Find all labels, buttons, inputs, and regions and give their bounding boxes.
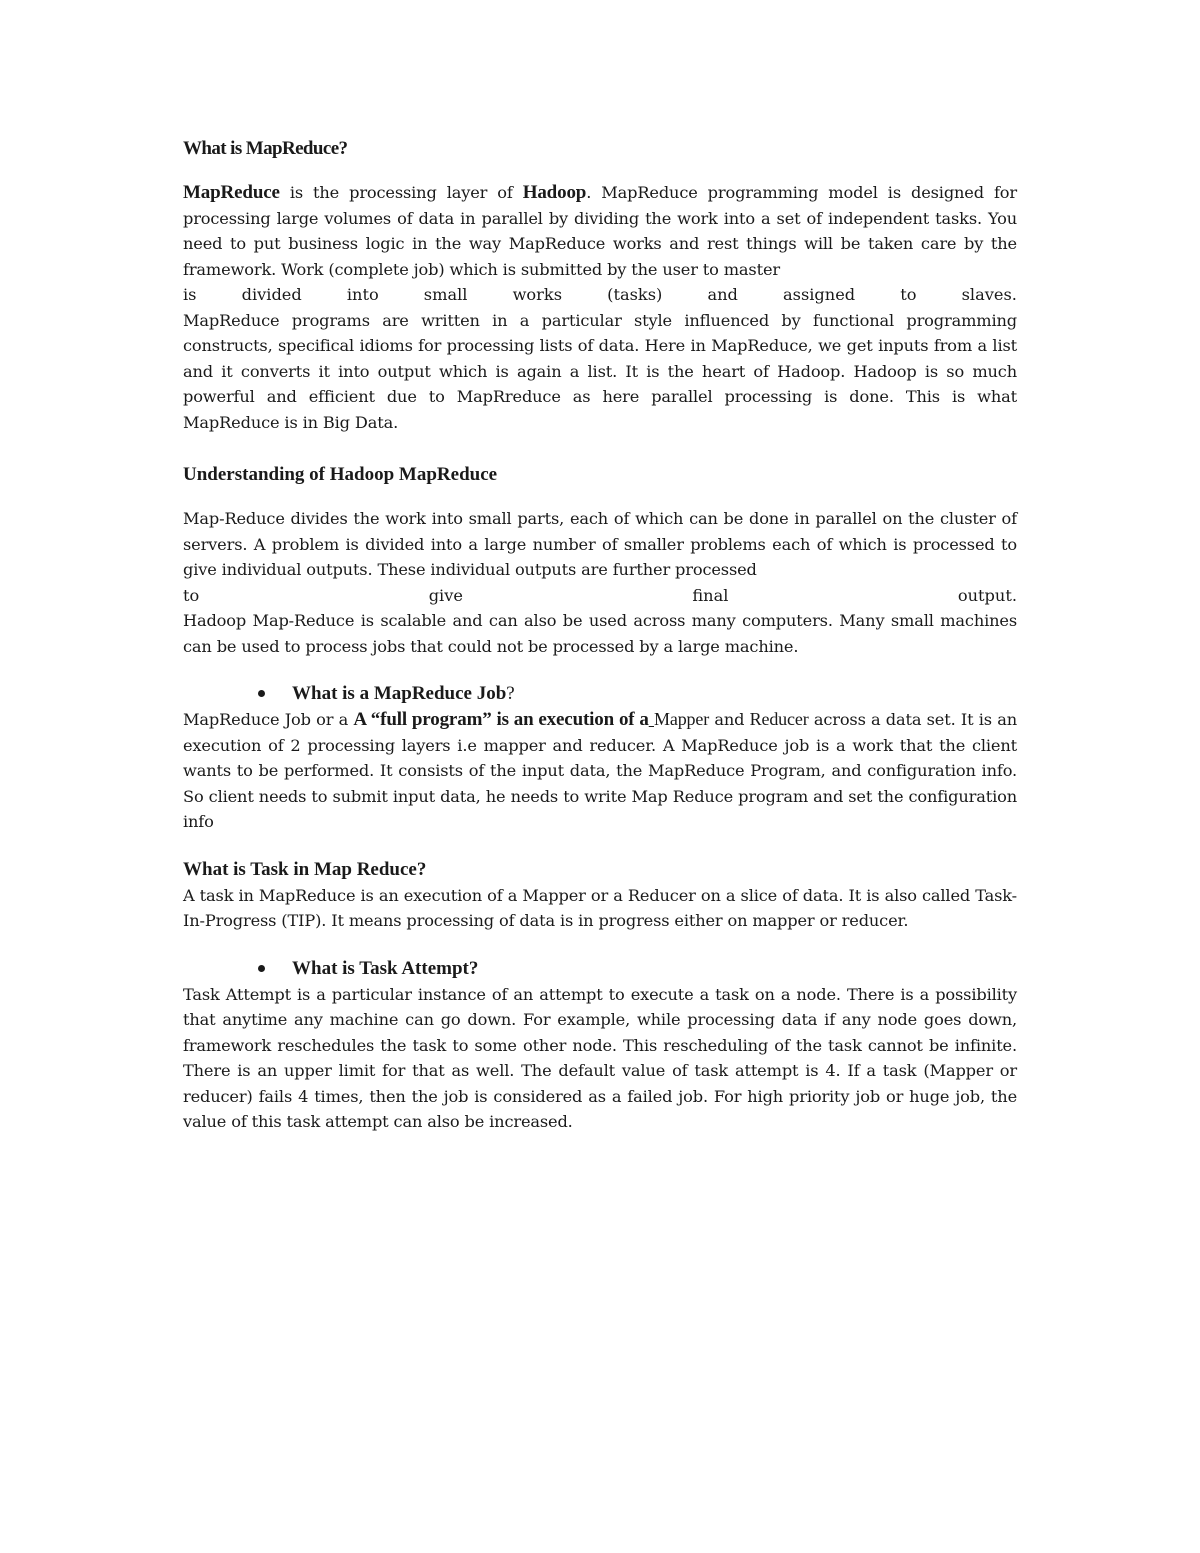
spacer (183, 934, 1017, 956)
word: to (183, 585, 200, 605)
bullet-what-is-mapreduce-job (183, 681, 1017, 707)
term-mapper: Mapper (654, 709, 710, 729)
spacer (183, 659, 1017, 681)
paragraph-task: A task in MapReduce is an execution of a Mapper or a Reducer on a slice of data. It is also called Task-In-Progress (TIP). It means processing of data is in progress either on mapper or reducer. (183, 885, 1017, 930)
word: slaves. (961, 285, 1017, 304)
document-page (183, 136, 1017, 1135)
bullet-dot-icon (258, 965, 265, 972)
word: assigned (782, 285, 856, 304)
word: divided (241, 285, 302, 304)
paragraph-mapreduce-programs: MapReduce programs are written in a particular style influenced by functional programming constructs, specifical idioms for processing lists of data. Here in MapReduce, we get inputs from a list and it converts it into output which is again a list. It is the heart of Hadoop. Hadoop is so much powerful and efficient due to MapRreduce as here parallel processing is done. This is what MapReduce is in Big Data. (183, 310, 1017, 432)
bullet-heading: What is a MapReduce Job (292, 683, 507, 704)
word: is (183, 285, 197, 304)
paragraph-task-attempt: Task Attempt is a particular instance of an attempt to execute a task on a node. There is a possibility that anytime any machine can go down. For example, while processing data if any node goes down, framework reschedules the task to some other node. This rescheduling of the task cannot be infinite. There is an upper limit for that as well. The default value of task attempt is 4. If a task (Mapper or reducer) fails 4 times, then the job is considered as a failed job. For high priority job or huge job, the value of this task attempt can also be increased. (183, 984, 1017, 1131)
paragraph-mapreduce-job (183, 707, 1017, 835)
word: and (707, 285, 738, 304)
word: final (692, 585, 729, 605)
bullet-dot-icon (258, 690, 265, 697)
term-reducer: Reducer (749, 709, 809, 729)
heading-what-is-mapreduce: What is MapReduce? (183, 138, 348, 159)
text-fragment: across a data set. It is an execution of 2 processing layers i.e mapper and reducer. A MapReduce job is a work that the client wants to be performed. It consists of the input data, the MapReduce Program, and configuration info. So client needs to submit input data, he needs to write Map Reduce program and set the configuration info (183, 710, 1017, 831)
bold-term-hadoop: Hadoop (522, 182, 587, 203)
word: works (512, 285, 563, 304)
text-fragment: and (709, 710, 750, 729)
paragraph-hadoop-scalable: Hadoop Map-Reduce is scalable and can also be used across many computers. Many small machines can be used to process jobs that could not be processed by a large machine. (183, 611, 1017, 656)
text-fragment: MapReduce Job or a (183, 710, 354, 729)
spacer (183, 162, 1017, 180)
word: (tasks) (607, 285, 663, 304)
spacer (183, 435, 1017, 462)
bullet-what-is-task-attempt (183, 956, 1017, 982)
paragraph-mapreduce-intro (183, 180, 1017, 282)
word: give (428, 585, 463, 605)
bullet-heading: What is Task Attempt? (292, 957, 479, 979)
justified-line (183, 583, 1017, 609)
word: output. (957, 585, 1017, 605)
word: into (346, 285, 379, 304)
text-fragment: is the processing layer of (279, 183, 523, 202)
bullet-suffix: ? (506, 683, 515, 704)
spacer (183, 488, 1017, 506)
heading-what-is-task: What is Task in Map Reduce? (183, 858, 427, 880)
bold-phrase-full-program: A “full program” is an execution of a (353, 709, 649, 730)
spacer (183, 835, 1017, 857)
heading-understanding-hadoop-mapreduce: Understanding of Hadoop MapReduce (183, 464, 498, 485)
justified-line (183, 282, 1017, 308)
word: to (900, 285, 917, 304)
word: small (423, 285, 468, 304)
bold-term-mapreduce: MapReduce (183, 182, 280, 203)
paragraph-map-reduce-divides: Map-Reduce divides the work into small parts, each of which can be done in parallel on the cluster of servers. A problem is divided into a large number of smaller problems each of which is processed to give individual outputs. These individual outputs are further processed (183, 509, 1017, 579)
text-fragment: . MapReduce programming model is designed for processing large volumes of data in parallel by dividing the work into a set of independent tasks. You need to put business logic in the way MapReduce works and rest things will be taken care by the framework. Work (complete job) which is submitted by the user to master (183, 183, 1017, 279)
